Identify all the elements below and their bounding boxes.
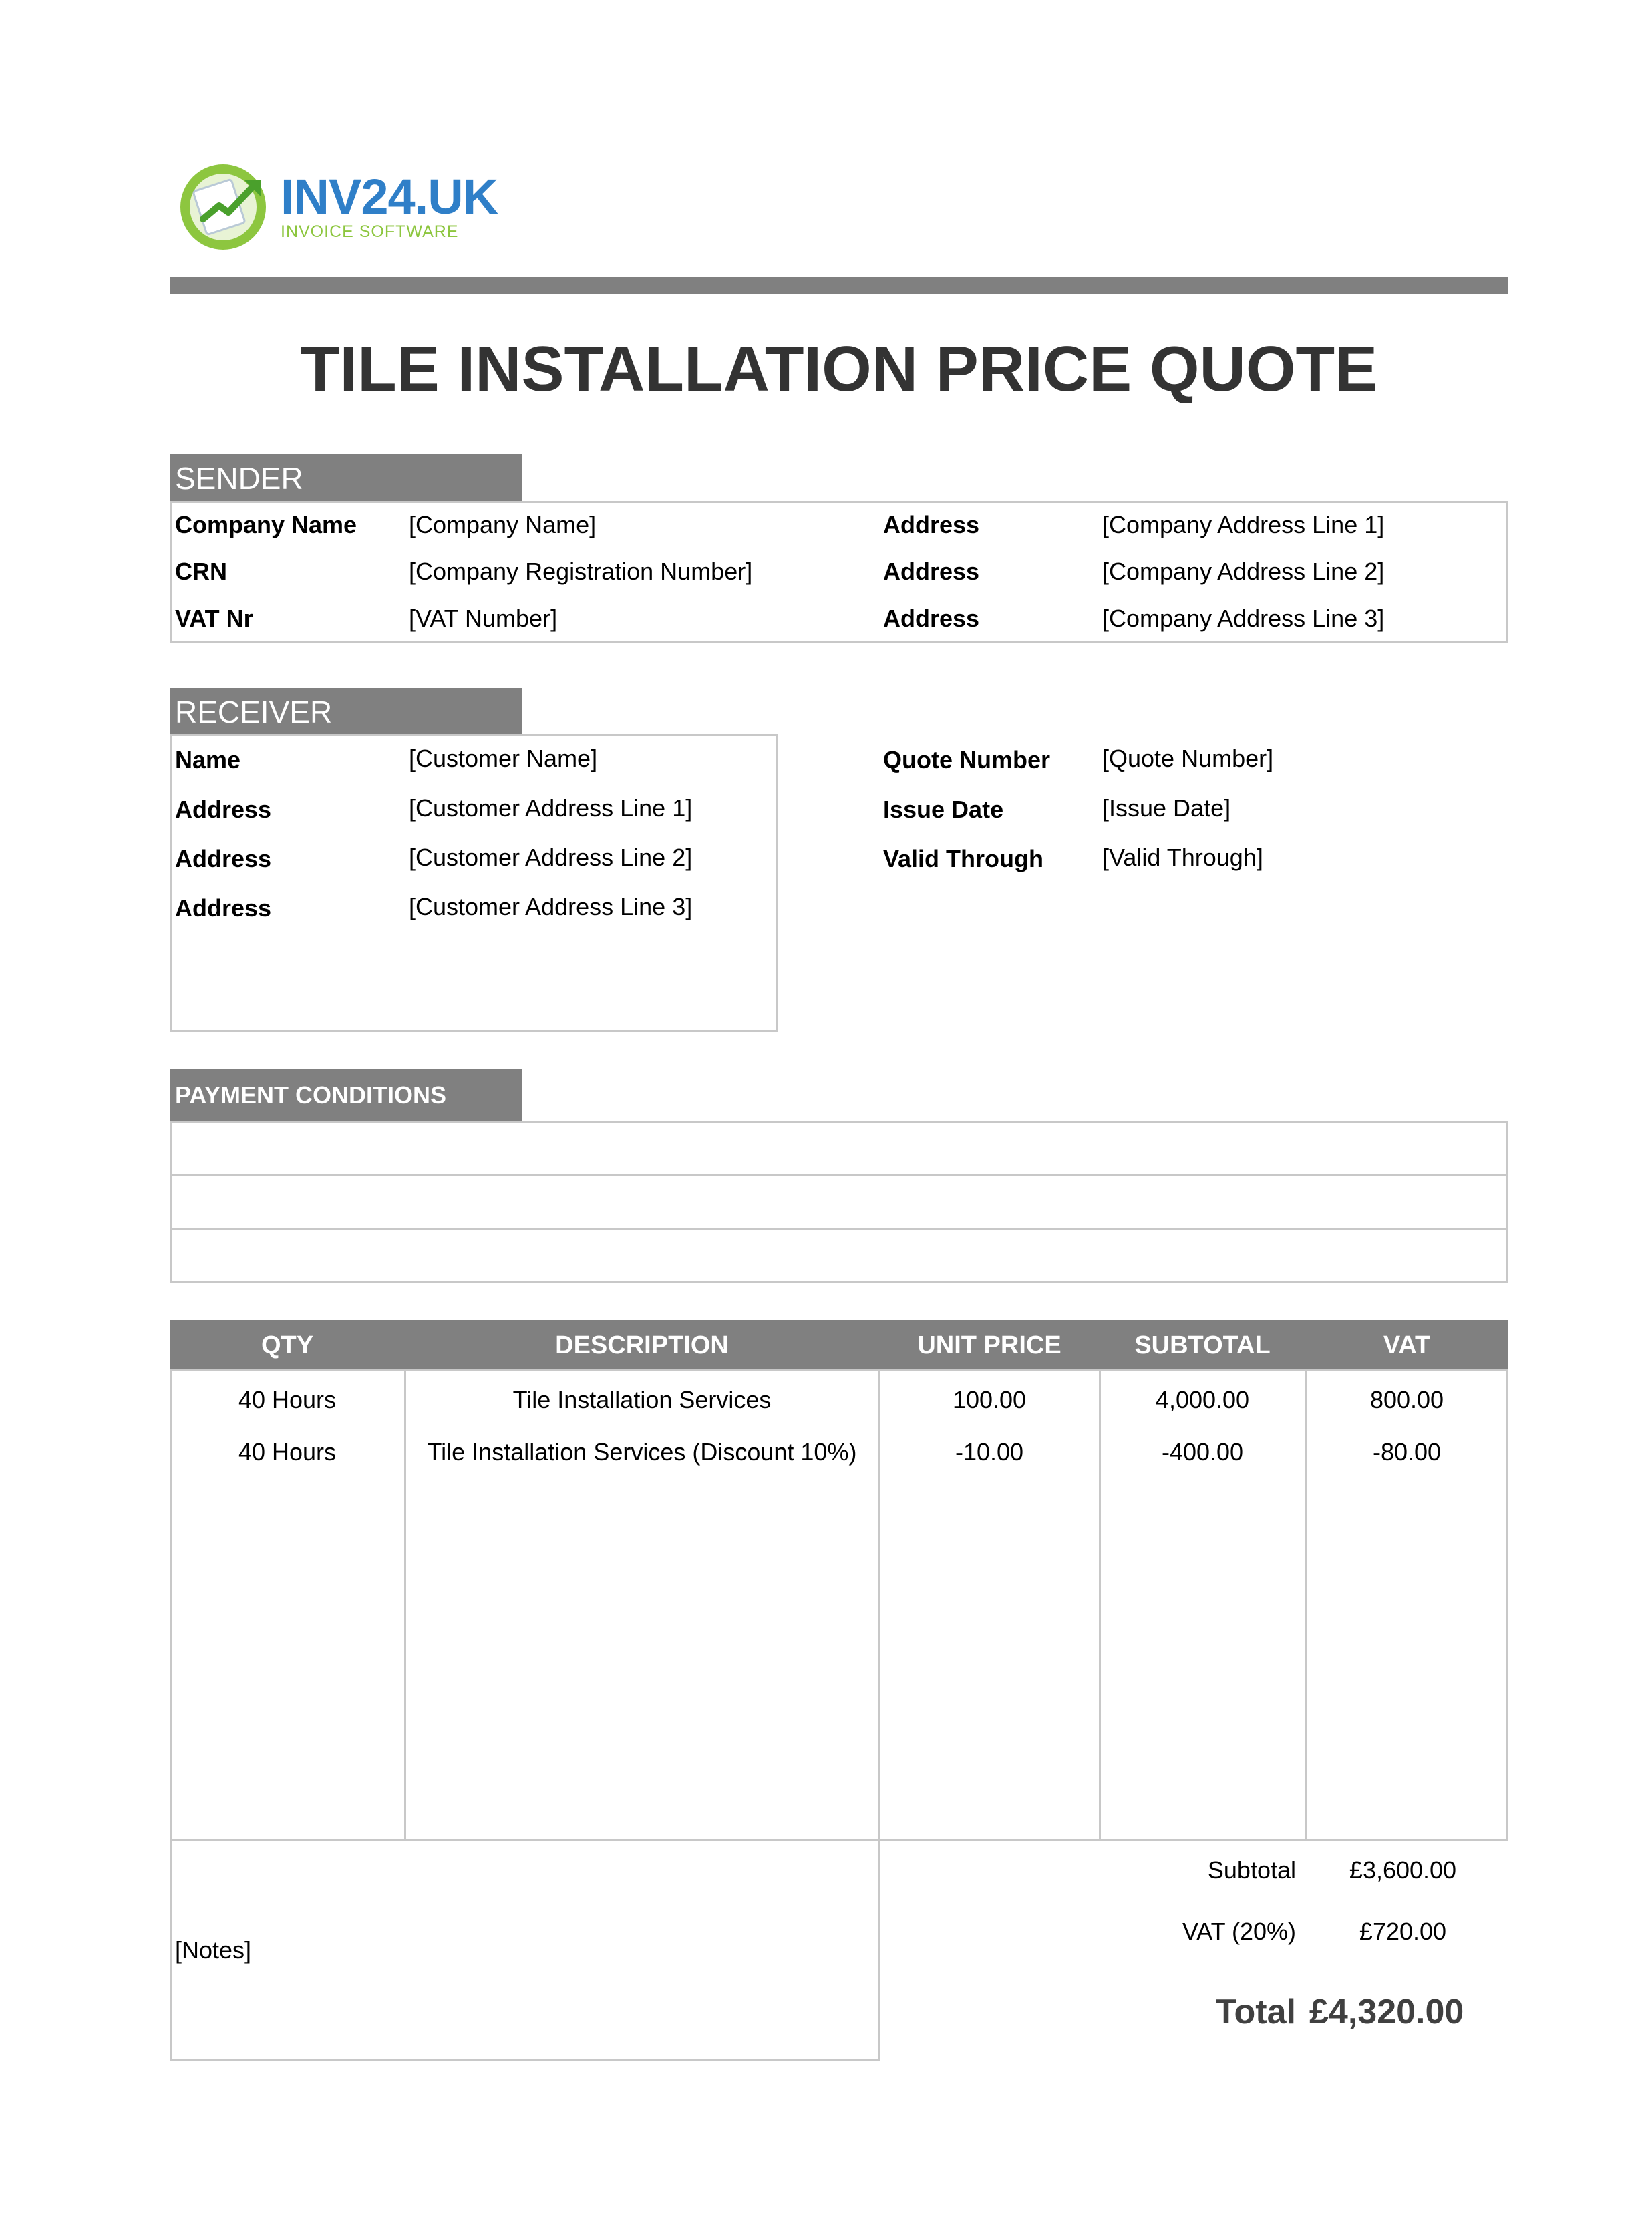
valid-through-value: [Valid Through]	[1102, 844, 1263, 871]
payment-row-divider	[170, 1174, 1508, 1176]
receiver-label-name: Name	[175, 746, 241, 774]
column-header-description: DESCRIPTION	[555, 1331, 729, 1359]
table-cell-vat: -80.00	[1372, 1438, 1442, 1466]
grand-total-label: Total	[1215, 1993, 1296, 2031]
column-header-subtotal: SUBTOTAL	[1134, 1331, 1271, 1359]
sender-value-vat-nr: [VAT Number]	[409, 605, 558, 632]
vat-total-label: VAT (20%)	[1182, 1918, 1296, 1945]
vat-total-value: £720.00	[1359, 1918, 1447, 1945]
receiver-header: RECEIVER	[170, 688, 522, 736]
valid-through-label: Valid Through	[883, 845, 1043, 872]
table-cell-qty: 40 Hours	[238, 1386, 337, 1413]
logo-wordmark: INV24.UK	[281, 169, 498, 224]
sender-value-company-name: [Company Name]	[409, 511, 597, 538]
table-cell-qty: 40 Hours	[238, 1438, 337, 1466]
logo-tagline: INVOICE SOFTWARE	[281, 222, 459, 241]
sender-value-address-2: [Company Address Line 2]	[1102, 558, 1385, 585]
sender-label-crn: CRN	[175, 558, 227, 585]
sender-header: SENDER	[170, 454, 522, 502]
receiver-value-address-3: [Customer Address Line 3]	[409, 893, 693, 920]
notes-box	[170, 1839, 880, 2061]
column-header-unit-price: UNIT PRICE	[917, 1331, 1061, 1359]
quote-number-value: [Quote Number]	[1102, 745, 1274, 772]
subtotal-label: Subtotal	[1207, 1856, 1296, 1884]
payment-row-divider	[170, 1228, 1508, 1230]
table-cell-subtotal: 4,000.00	[1155, 1386, 1250, 1413]
sender-label-address-1: Address	[883, 511, 980, 538]
items-table-header	[170, 1320, 1508, 1371]
table-cell-vat: 800.00	[1369, 1386, 1444, 1413]
quote-number-label: Quote Number	[883, 746, 1051, 774]
sender-value-address-3: [Company Address Line 3]	[1102, 605, 1385, 632]
payment-conditions-box	[170, 1121, 1508, 1283]
receiver-label-address-3: Address	[175, 894, 272, 922]
table-cell-unit-price: 100.00	[952, 1386, 1027, 1413]
payment-conditions-header: PAYMENT CONDITIONS	[170, 1069, 522, 1122]
receiver-value-name: [Customer Name]	[409, 745, 598, 772]
receiver-label-address-2: Address	[175, 845, 272, 872]
column-header-qty: QTY	[261, 1331, 314, 1359]
header-divider-bar	[170, 277, 1508, 294]
receiver-value-address-1: [Customer Address Line 1]	[409, 794, 693, 822]
sender-value-crn: [Company Registration Number]	[409, 558, 753, 585]
subtotal-value: £3,600.00	[1349, 1856, 1457, 1884]
table-cell-unit-price: -10.00	[955, 1438, 1024, 1466]
table-cell-subtotal: -400.00	[1161, 1438, 1244, 1466]
sender-label-vat-nr: VAT Nr	[175, 605, 253, 632]
receiver-box	[170, 734, 778, 1032]
issue-date-value: [Issue Date]	[1102, 794, 1231, 822]
sender-value-address-1: [Company Address Line 1]	[1102, 511, 1385, 538]
page-title: TILE INSTALLATION PRICE QUOTE	[300, 333, 1378, 405]
notes-text: [Notes]	[175, 1936, 252, 1964]
sender-label-address-3: Address	[883, 605, 980, 632]
column-header-vat: VAT	[1383, 1331, 1431, 1359]
grand-total-value: £4,320.00	[1309, 1993, 1464, 2031]
issue-date-label: Issue Date	[883, 796, 1004, 823]
receiver-label-address-1: Address	[175, 796, 272, 823]
table-cell-description: Tile Installation Services (Discount 10%)	[427, 1438, 857, 1466]
sender-label-address-2: Address	[883, 558, 980, 585]
sender-label-company-name: Company Name	[175, 511, 357, 538]
receiver-value-address-2: [Customer Address Line 2]	[409, 844, 693, 871]
table-cell-description: Tile Installation Services	[512, 1386, 772, 1413]
